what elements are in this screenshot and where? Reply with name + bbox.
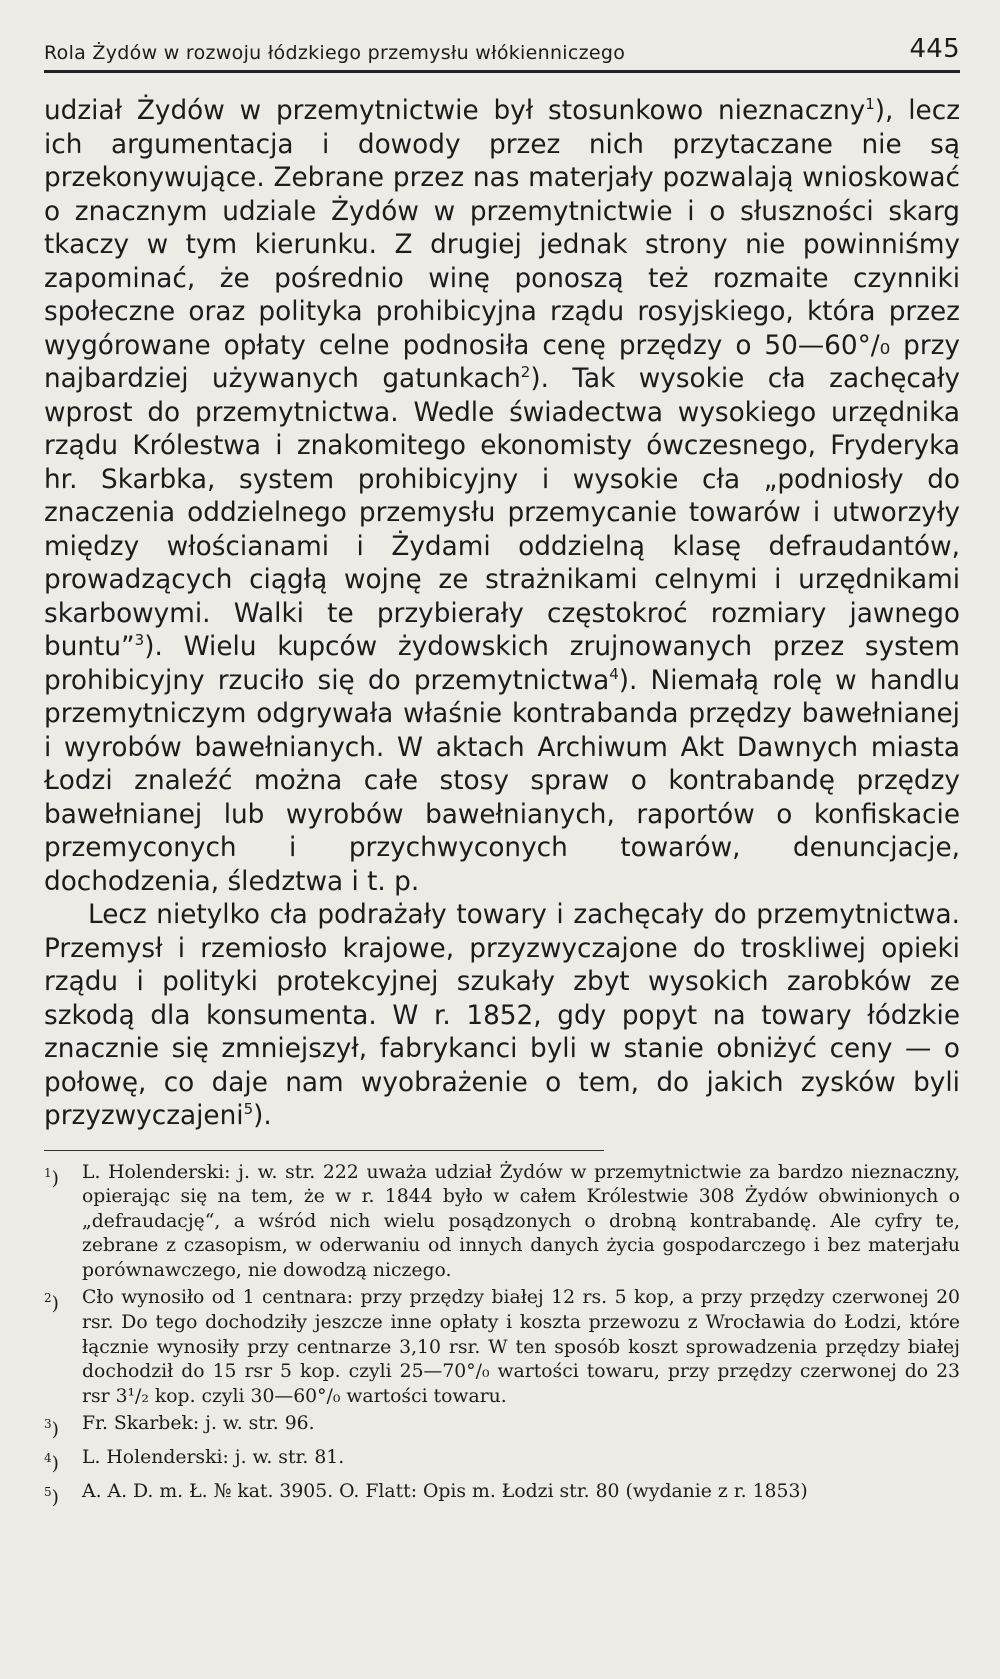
footnote [44, 1161, 960, 1284]
footnote [44, 1412, 960, 1443]
text-run: ). Wielu kupców żydowskich zrujnowanych przez system prohibicyjny rzuciło się do przemytnictwa [44, 632, 960, 696]
text-run: ). Tak wysokie cła zachęcały wprost do przemytnictwa. Wedle świadectwa wysokiego urzędnika rządu Królestwa i znakomitego ekonomisty ówczesnego, Fryderyka hr. Skarbka, system prohibicyjny i wysokie cła „podniosły do znaczenia oddzielnego przemysłu przemycanie towarów i utworzyły między włościanami i Żydami oddzielną klasę defraudantów, prowadzących ciągłą wojnę ze strażnikami celnymi i urzędnikami skarbowymi. Walki te przybierały częstokroć rozmiary jawnego buntu” [44, 364, 960, 662]
footnote-ref-4: 4 [609, 664, 619, 683]
text-run: ), lecz ich argumentacja i dowody przez nich przytaczane nie są przekonywujące. Zebrane przez nas materjały pozwalają wnioskować o znacznym udziale Żydów w przemytnictwie i o słuszności skarg tkaczy w tym kierunku. Z drugiej jednak strony nie powinniśmy zapominać, że pośrednio winę ponoszą też rozmaite czynniki społeczne oraz polityka prohibicyjna rządu rosyjskiego, która przez wygórowane opłaty celne podnosiła cenę przędzy o 50—60°/₀ przy najbardziej używanych gatunkach [44, 96, 961, 394]
footnote-separator [44, 1150, 604, 1151]
footnote [44, 1446, 960, 1477]
footnote-mark: $^3$) [44, 1417, 59, 1441]
footnote-mark: $^4$) [44, 1451, 59, 1475]
text-run: ). [253, 1101, 272, 1131]
footnote-mark: $^2$) [44, 1291, 59, 1315]
main-text [44, 95, 960, 1134]
running-header [44, 34, 960, 70]
paragraph-2 [44, 899, 960, 1134]
text-run: Lecz nietylko cła podrażały towary i zachęcały do przemytnictwa. Przemysł i rzemiosło krajowe, przyzwyczajone do troskliwej opieki rządu i polityki protekcyjnej szukały zbyt wysokich zarobków ze szkodą dla konsumenta. W r. 1852, gdy popyt na towary łódzkie znacznie się zmniejszył, fabrykanci byli w stanie obniżyć ceny — o połowę, co daje nam wyobrażenie o tem, do jakich zysków byli przyzwyczajeni [44, 900, 960, 1131]
footnote-text: L. Holenderski: j. w. str. 81. [82, 1447, 345, 1469]
footnote-ref-1: 1 [865, 95, 875, 114]
footnote-ref-2: 2 [520, 363, 531, 382]
footnote-text: L. Holenderski: j. w. str. 222 uważa udział Żydów w przemytnictwie za bardzo nieznaczny, opierając się na tem, że w r. 1844 było w całem Królestwie 308 Żydów obwinionych o „defraudację“, a wśród nich wielu posądzonych o drobną kontrabandę. Ale cyfry te, zebrane z czasopism, w oderwaniu od innych danych życia gospodarczego i bez materjału porównawczego, nie dowodzą niczego. [82, 1161, 960, 1281]
footnote-text: Cło wynosiło od 1 centnara: przy przędzy białej 12 rs. 5 kop, a przy przędzy czerwonej 20 rsr. Do tego dochodziły jeszcze inne opłaty i koszta przewozu z Wrocławia do Łodzi, które łącznie wynosiły przy centnarze 3,10 rsr. W ten sposób koszt sprowadzenia przędzy białej dochodził do 15 rsr 5 kop. czyli 25—70°/₀ wartości towaru, przy przędzy czerwonej do 23 rsr 3¹/₂ kop. czyli 30—60°/₀ wartości towaru. [82, 1287, 960, 1407]
text-run: udział Żydów w przemytnictwie był stosunkowo nieznaczny [44, 96, 866, 126]
footnotes [44, 1161, 960, 1512]
footnote-text: A. A. D. m. Ł. № kat. 3905. O. Flatt: Opis m. Łodzi str. 80 (wydanie z r. 1853) [82, 1481, 808, 1503]
footnote-mark: $^5$) [44, 1485, 59, 1509]
footnote-mark: $^1$) [44, 1165, 59, 1189]
paragraph-1 [44, 95, 960, 899]
footnote [44, 1286, 960, 1409]
page-number: 445 [909, 34, 960, 64]
text-run: ). Niemałą rolę w handlu przemytniczym odgrywała właśnie kontrabanda przędzy bawełnianej i wyrobów bawełnianych. W aktach Archiwum Akt Dawnych miasta Łodzi znaleźć można całe stosy spraw o kontrabandę przędzy bawełnianej lub wyrobów bawełnianych, raportów o konfiskacie przemyconych i przychwyconych towarów, denuncjacje, dochodzenia, śledztwa i t. p. [44, 665, 960, 897]
footnote-ref-5: 5 [243, 1100, 254, 1119]
running-title: Rola Żydów w rozwoju łódzkiego przemysłu włókienniczego [44, 42, 626, 64]
footnote-text: Fr. Skarbek: j. w. str. 96. [82, 1413, 315, 1435]
footnote-ref-3: 3 [134, 631, 145, 650]
footnote [44, 1480, 960, 1511]
header-rule [44, 70, 960, 73]
